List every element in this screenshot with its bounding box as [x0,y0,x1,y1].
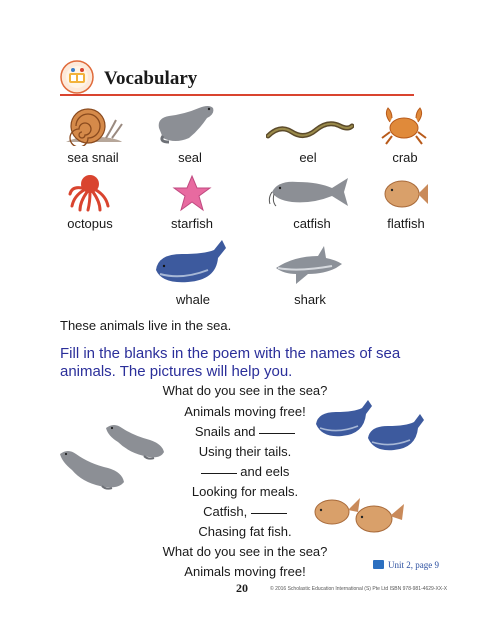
flatfish-icon [382,178,430,210]
poem-line-2: Animals moving free! [184,404,306,419]
blank-1 [259,432,295,434]
label-crab: crab [392,150,418,165]
label-whale: whale [176,292,210,307]
poem-line-9: What do you see in the sea? [162,544,328,559]
instruction-text: Fill in the blanks in the poem with the names of sea animals. The pictures will help you. [60,345,401,380]
starfish-icon [172,174,212,212]
eel-icon [266,118,354,140]
intro-text: These animals live in the sea. [60,318,232,333]
label-eel: eel [299,150,317,165]
label-flatfish: flatfish [387,216,425,231]
poem-line-1: What do you see in the sea? [162,383,328,398]
flatfish-picture-2 [352,500,406,534]
copyright-text: © 2016 Scholastic Education International (S) Pte Ltd ISBN 978-981-4629-XX-X [270,586,448,592]
octopus-icon [68,172,112,212]
blank-2 [201,472,237,474]
poem-line-6: Looking for meals. [191,484,299,499]
seal-picture-2 [58,448,126,490]
seal-icon [155,100,217,144]
sea-snail-icon [62,104,124,146]
catfish-icon [268,170,352,210]
label-shark: shark [294,292,326,307]
unit-reference: Unit 2, page 9 [388,560,439,570]
title-rule [60,94,414,96]
page-number: 20 [236,581,248,595]
whale-icon [152,236,230,288]
label-sea-snail: sea snail [67,150,119,165]
crab-icon [380,102,428,146]
poem-line-8: Chasing fat fish. [198,524,292,539]
blank-3 [251,512,287,514]
poem-line-5-text: and eels [240,464,290,479]
poem-line-4: Using their tails. [198,444,292,459]
label-catfish: catfish [293,216,331,231]
shark-icon [274,238,344,288]
vocabulary-logo-icon [60,60,94,94]
page-title: Vocabulary [104,68,198,89]
book-icon [373,560,384,569]
whale-picture-2 [366,412,428,454]
poem-line-3-text: Snails and [194,424,256,439]
label-octopus: octopus [67,216,113,231]
label-starfish: starfish [171,216,213,231]
poem-line-7-text: Catfish, [203,504,248,519]
poem-line-5 [140,464,350,479]
label-seal: seal [178,150,202,165]
poem-line-10: Animals moving free! [184,564,306,579]
